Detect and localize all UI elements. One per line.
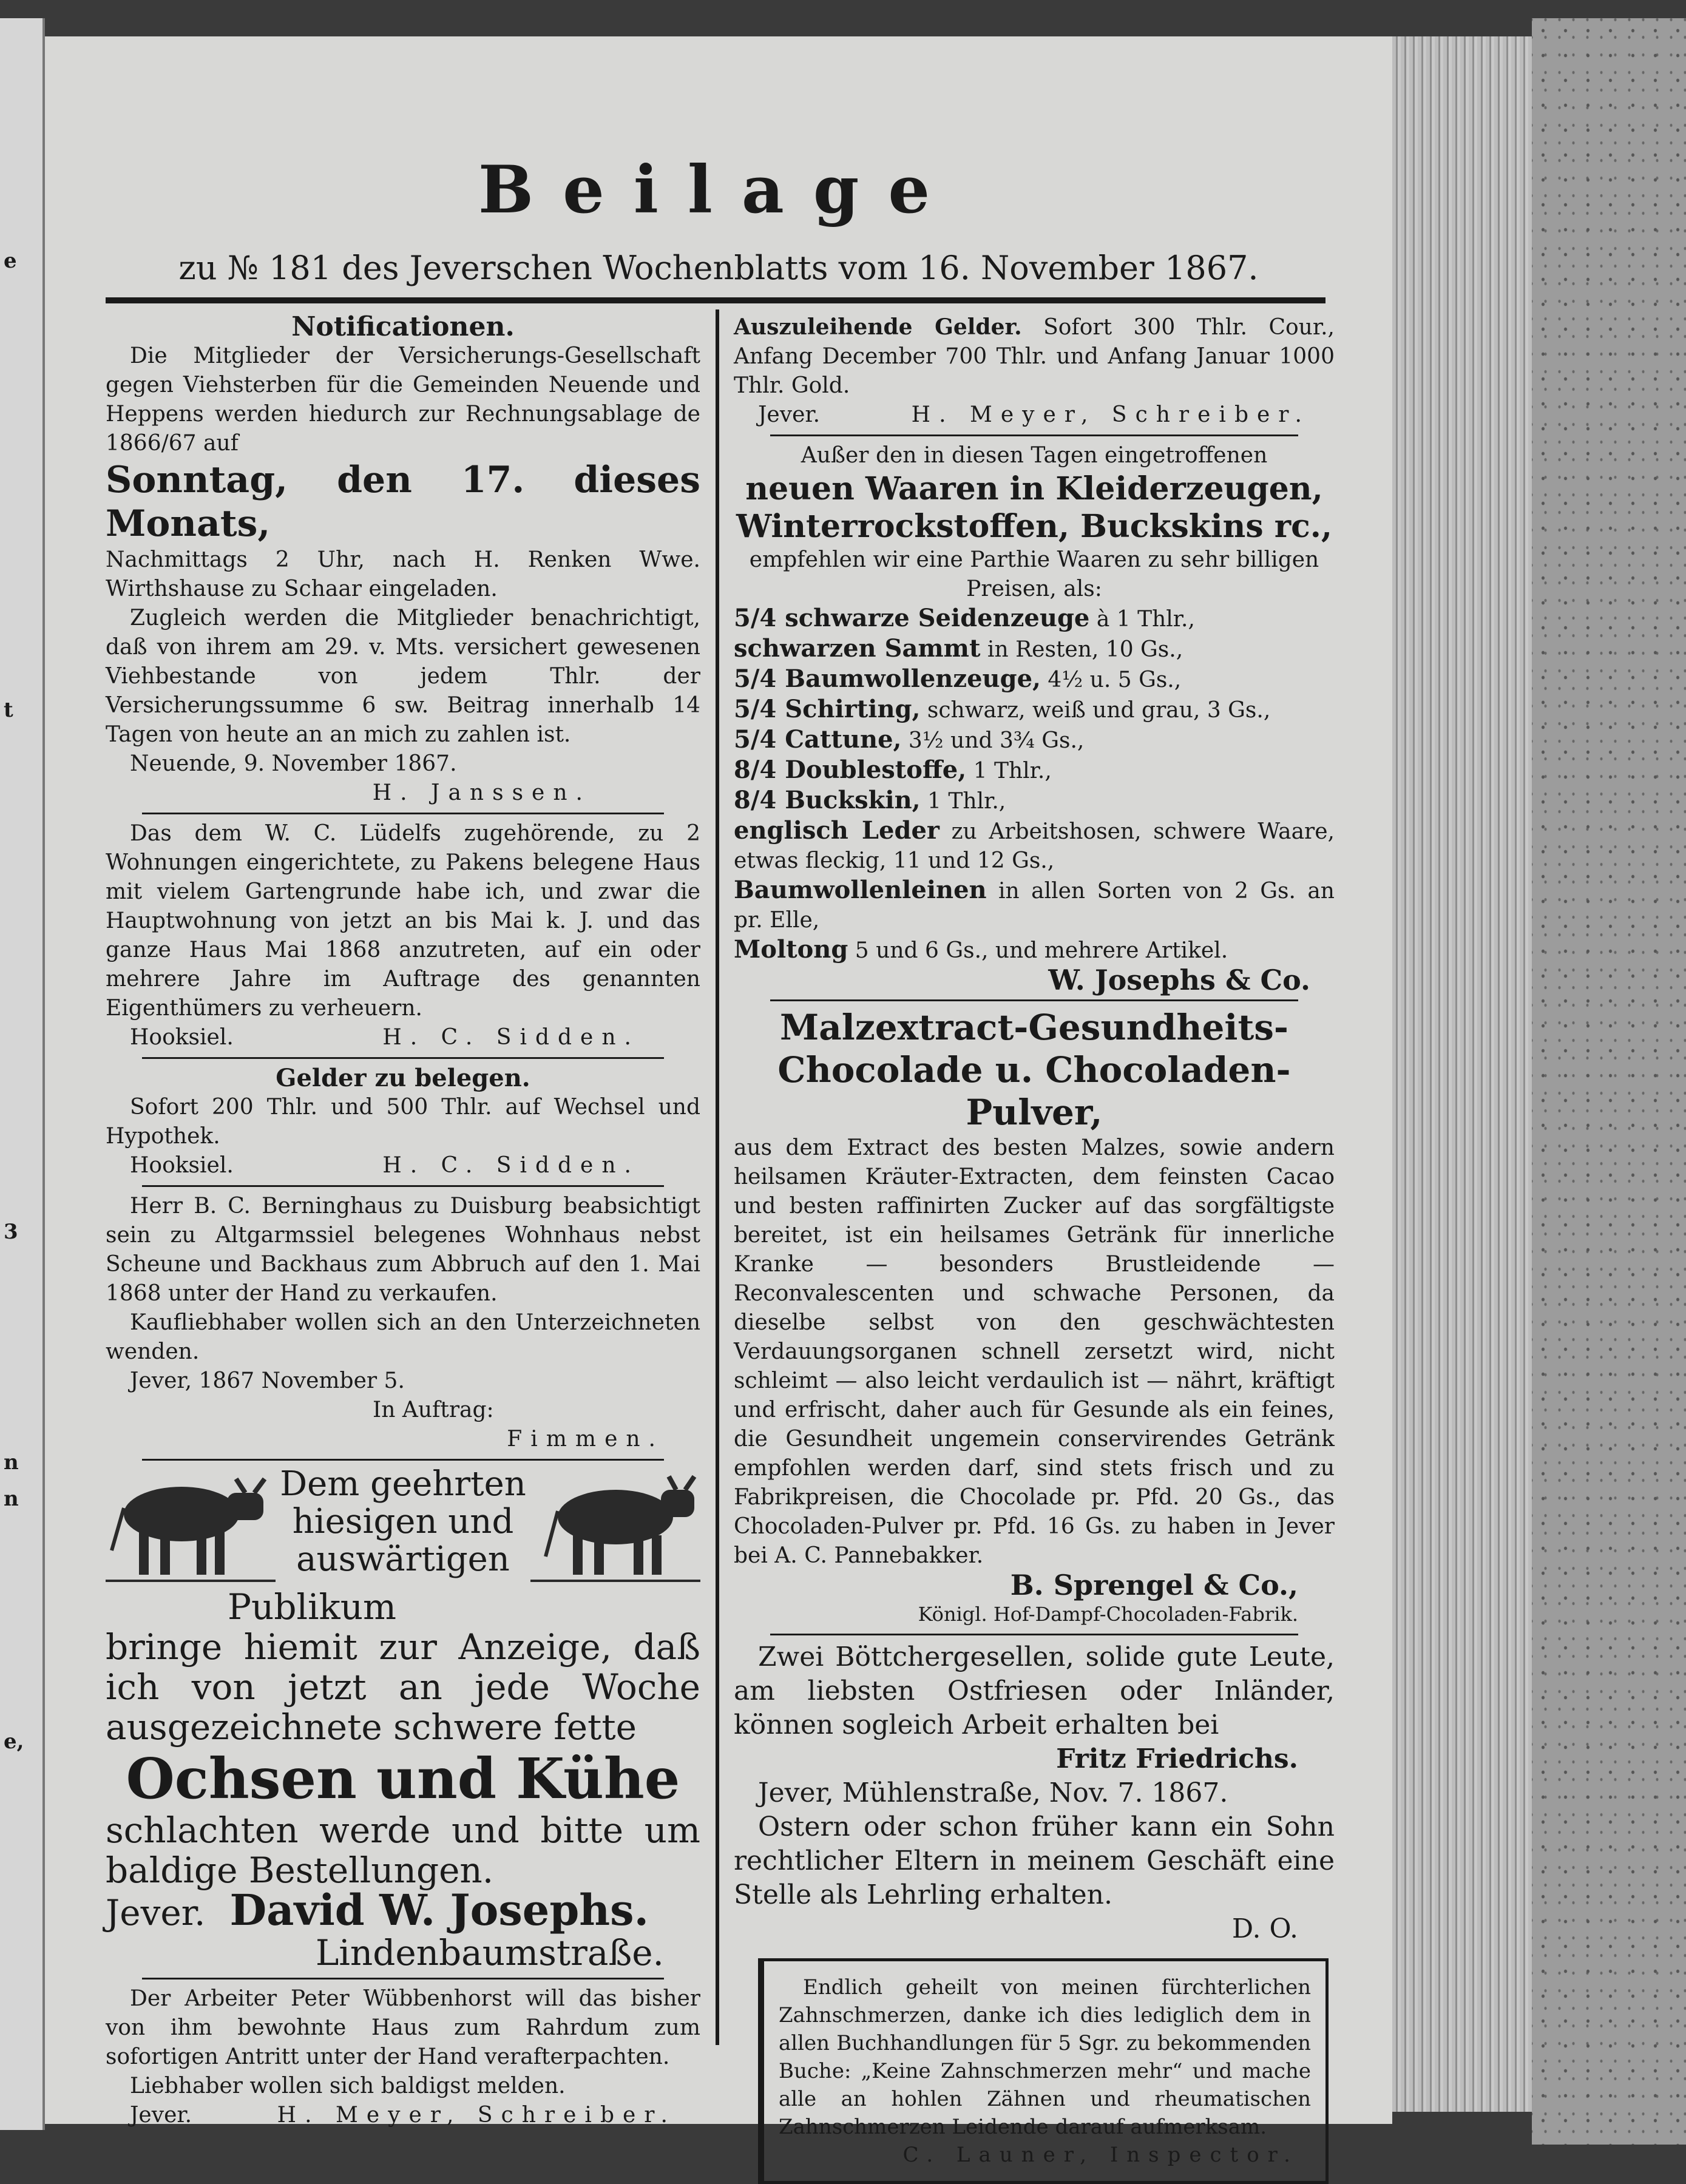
cow-illustration (530, 1466, 700, 1587)
ad-signature-row (106, 1151, 700, 1180)
margin-mark: t (4, 698, 13, 722)
left-column (106, 313, 700, 2130)
ad-signature: H. Janssen. (372, 780, 591, 805)
divider (142, 1057, 664, 1059)
item-name: 8/4 Buckskin, (734, 786, 921, 814)
ad-signature-row (106, 1023, 700, 1052)
list-item (734, 935, 1335, 965)
margin-mark: e, (4, 1729, 24, 1754)
ad-heading-line: auswärtigen (296, 1540, 510, 1579)
ad-place: Jever. (130, 2103, 192, 2128)
ad-text-body: Sofort 300 Thlr. Cour., Anfang December 700 Thlr. und Anfang Januar 1000 Thlr. Gold. (734, 315, 1335, 398)
ad-initials: D. O. (1231, 1913, 1298, 1944)
ad-place: Jever. (106, 1892, 206, 1933)
item-list (734, 604, 1335, 965)
ad-text: Die Mitglieder der Versicherungs-Gesellschaft gegen Viehsterben für die Gemeinden Neuende und Heppens werden hiedurch zur Rechnungsablage de 1866/67 auf (106, 343, 700, 456)
list-item (734, 634, 1335, 664)
ad-text (734, 313, 1335, 401)
page-title: Beilage (478, 152, 960, 228)
ad-signature: David W. Josephs. (229, 1885, 649, 1935)
ad-text: Das dem W. C. Lüdelfs zugehörende, zu 2 Wohnungen eingerichtete, zu Pakens belegene Haus mit vielem Gartengrunde habe ich, und zwar die Hauptwohnung von jetzt an bis Mai k. J. und das ganze Haus Mai 1868 anzutreten, auf ein oder mehrere Jahre im Auftrage des genannten Eigenthümers zu verheuern. (106, 821, 700, 1021)
ad-text: Zugleich werden die Mitglieder benachrichtigt, daß von ihrem am 29. v. Mts. versichert gewesenen Viehbestande von jedem Thlr. der Versicherungssumme 6 sw. Beitrag innerhalb 14 Tagen von heute an an mich zu zahlen ist. (106, 606, 700, 747)
ad-heading: Gelder zu belegen. (276, 1064, 530, 1092)
list-item (734, 604, 1335, 634)
ad-text: Endlich geheilt von meinen fürchterlichen Zahnschmerzen, danke ich dies lediglich dem in allen Buchhandlungen für 5 Sgr. zu bekommenden Buche: „Keine Zahnschmerzen mehr“ und mache alle an hohlen Zähnen und rheumatischen Zahnschmerzen Leidende darauf aufmerksam. (779, 1975, 1311, 2139)
ad-signature-row (734, 401, 1335, 430)
toothache-ad (758, 1958, 1329, 2184)
item-detail: zu Arbeitshosen, schwere Waare, etwas fleckig, 11 und 12 Gs., (734, 819, 1335, 873)
ad-place: Jever. (758, 402, 821, 427)
ad-text: Herr B. C. Berninghaus zu Duisburg beabsichtigt sein zu Altgarmssiel belegenes Wohnhaus nebst Scheune und Backhaus zum Abbruch auf den 1. Mai 1868 unter der Hand zu verkaufen. (106, 1194, 700, 1306)
item-detail: in allen Sorten von 2 Gs. an pr. Elle, (734, 879, 1335, 933)
item-name: 5/4 schwarze Seidenzeuge (734, 604, 1090, 632)
book-cover (1532, 18, 1686, 2145)
ad-header-row (106, 1466, 700, 1587)
ad-signature-row (106, 2101, 700, 2130)
ad-signature: B. Sprengel & Co., (1010, 1569, 1298, 1601)
item-name: schwarzen Sammt (734, 634, 981, 663)
ad-highlight: Sonntag, den 17. dieses Monats, (106, 459, 700, 545)
ad-heading: Winterrockstoffen, Buckskins rc., (736, 508, 1333, 545)
item-name: 5/4 Cattune, (734, 725, 902, 754)
item-detail: 4½ u. 5 Gs., (1040, 668, 1182, 692)
list-item (734, 695, 1335, 725)
ad-signature: Fritz Friedrichs. (1056, 1743, 1298, 1774)
ad-firm: Königl. Hof-Dampf-Chocoladen-Fabrik. (918, 1603, 1298, 1626)
page-subtitle: zu № 181 des Jeverschen Wochenblatts vom 16. November 1867. (178, 249, 1259, 287)
item-name: 5/4 Baumwollenzeuge, (734, 664, 1041, 693)
item-detail: 1 Thlr., (966, 759, 1052, 783)
ad-heading: Notificationen. (291, 311, 515, 342)
chocolate-ad (734, 1006, 1335, 1629)
list-item (734, 664, 1335, 695)
ad-signature: H. Meyer, Schreiber. (911, 402, 1310, 427)
ad-signature: H. Meyer, Schreiber. (277, 2103, 676, 2128)
list-item (734, 725, 1335, 756)
list-item (734, 816, 1335, 876)
cooper-ad (734, 1640, 1335, 1946)
ad-signature: H. C. Sidden. (382, 1025, 640, 1050)
ox-illustration (106, 1466, 276, 1587)
ad-text: Zwei Böttchergesellen, solide gute Leute, am liebsten Ostfriesen oder Inländer, können sogleich Arbeit erhalten bei (734, 1641, 1335, 1740)
item-detail: in Resten, 10 Gs., (980, 637, 1183, 662)
ad-date: Jever, 1867 November 5. (130, 1368, 405, 1393)
ad-signature: C. Launer, Inspector. (902, 2143, 1299, 2167)
ad-signature: Fimmen. (507, 1427, 664, 1452)
butcher-ad (106, 1466, 700, 1973)
ad-street: Lindenbaumstraße. (315, 1932, 664, 1973)
adjacent-page-edge (0, 18, 45, 2130)
item-detail: 3½ und 3¾ Gs., (901, 728, 1085, 753)
ad-text: Sofort 200 Thlr. und 500 Thlr. auf Wechsel und Hypothek. (106, 1095, 700, 1149)
item-detail: à 1 Thlr., (1089, 607, 1195, 632)
divider (142, 813, 664, 814)
ad-text: Nachmittags 2 Uhr, nach H. Renken Wwe. Wirthshause zu Schaar eingeladen. (106, 547, 700, 601)
ad-signature: W. Josephs & Co. (1048, 964, 1310, 996)
textile-ad (734, 441, 1335, 995)
item-name: Moltong (734, 935, 848, 964)
right-column (734, 313, 1335, 2184)
item-detail: 5 und 6 Gs., und mehrere Artikel. (848, 938, 1228, 963)
ad-lead: Auszuleihende Gelder. (734, 314, 1022, 340)
lease-ad (106, 1984, 700, 2130)
ad-text: Der Arbeiter Peter Wübbenhorst will das bisher von ihm bewohnte Haus zum Rahrdum zum sofortigen Antritt unter der Hand verafterpachten. (106, 1986, 700, 2069)
ad-heading-line: Dem geehrten (280, 1464, 526, 1504)
item-name: 5/4 Schirting, (734, 695, 921, 723)
ad-highlight: Ochsen und Kühe (126, 1746, 680, 1811)
demolition-ad (106, 1192, 700, 1454)
margin-mark: n (4, 1487, 19, 1511)
ad-place: Hooksiel. (130, 1153, 234, 1178)
divider (770, 434, 1298, 436)
divider (770, 1634, 1298, 1635)
ad-text: bringe hiemit zur Anzeige, daß ich von jetzt an jede Woche ausgezeichnete schwere fette (106, 1626, 700, 1748)
ad-heading-line: hiesigen und (292, 1502, 514, 1541)
item-detail: 1 Thlr., (920, 789, 1006, 814)
ad-text: aus dem Extract des besten Malzes, sowie andern heilsamen Kräuter-Extracten, dem feinsten Cacao und besten raffinirten Zucker auf das sorgfältigste bereitet, ist ein heilsames Getränk für innerliche Kranke — besonders Brustleidende — Reconvalescenten und schwache Personen, da dieselbe selbst von den geschwächtesten Verdauungsorganen schnell zersetzt wird, nicht schleimt — also leicht verdaulich ist — nährt, kräftigt und erfrischt, daher auch für Gesunde als ein feines, die Gesundheit ungemein conservirendes Getränk empfohlen werden darf, sind stets frisch und zu Fabrikpreisen, die Chocolade pr. Pfd. 20 Gs., das Chocoladen-Pulver pr. Pfd. 16 Gs. zu haben in Jever bei A. C. Pannebakker. (734, 1135, 1335, 1568)
ad-text: Kaufliebhaber wollen sich an den Unterzeichneten wenden. (106, 1310, 700, 1364)
ad-intro: Außer den in diesen Tagen eingetroffenen (801, 443, 1268, 468)
ad-text: Liebhaber wollen sich baldigst melden. (130, 2074, 566, 2098)
item-detail: schwarz, weiß und grau, 3 Gs., (920, 698, 1271, 723)
ad-heading-line: Publikum (227, 1586, 397, 1628)
money-ad (106, 1064, 700, 1180)
ad-text: Ostern oder schon früher kann ein Sohn rechtlicher Eltern in meinem Geschäft eine Stelle als Lehrling erhalten. (734, 1811, 1335, 1910)
ad-commission: In Auftrag: (373, 1398, 494, 1422)
divider (142, 1459, 664, 1461)
divider (142, 1978, 664, 1979)
ad-text: schlachten werde und bitte um baldige Bestellungen. (106, 1810, 700, 1891)
ad-signature: H. C. Sidden. (382, 1153, 640, 1178)
house-ad (106, 819, 700, 1052)
ad-place: Hooksiel. (130, 1025, 234, 1050)
ad-heading-block (276, 1466, 530, 1578)
column-separator (716, 309, 719, 2045)
margin-mark: 3 (4, 1220, 18, 1244)
divider (142, 1185, 664, 1187)
page-stack-edge (1392, 36, 1532, 2112)
margin-mark: n (4, 1450, 19, 1475)
item-name: Baumwollenleinen (734, 876, 987, 904)
newspaper-page (45, 36, 1392, 2167)
notification-ad (106, 313, 700, 808)
list-item (734, 876, 1335, 935)
ad-heading: neuen Waaren in Kleiderzeugen, (745, 470, 1323, 507)
header-rule (106, 297, 1325, 303)
loan-ad (734, 313, 1335, 430)
divider (770, 999, 1298, 1001)
list-item (734, 756, 1335, 786)
ad-text: empfehlen wir eine Parthie Waaren zu sehr billigen Preisen, als: (749, 547, 1319, 601)
list-item (734, 786, 1335, 816)
margin-mark: e (4, 249, 17, 273)
ad-signature-row (106, 1885, 700, 1935)
item-name: 8/4 Doublestoffe, (734, 756, 967, 784)
ad-date: Neuende, 9. November 1867. (130, 751, 457, 776)
item-name: englisch Leder (734, 816, 939, 845)
ad-date: Jever, Mühlenstraße, Nov. 7. 1867. (758, 1777, 1228, 1808)
ad-heading: Malzextract-Gesundheits-Chocolade u. Chocoladen-Pulver, (777, 1007, 1291, 1133)
